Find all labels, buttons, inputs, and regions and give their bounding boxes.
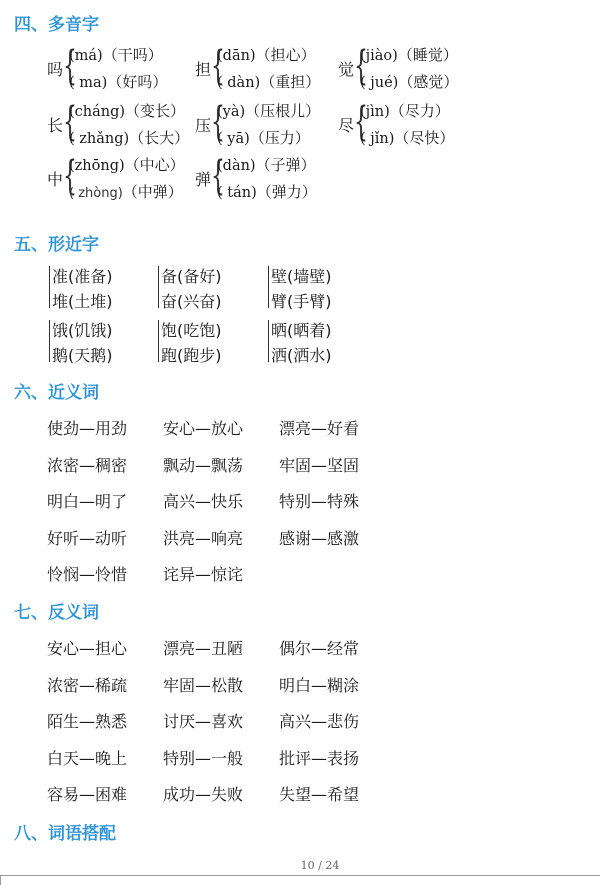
similar-char-word: 备(备好): [161, 267, 222, 286]
synonym-pair: 浓密—稠密: [47, 455, 128, 475]
antonym-pair: 讨厌—喜欢: [163, 712, 244, 731]
polyphone-char: 长: [47, 116, 64, 135]
pinyin: ( jué): [360, 75, 399, 91]
example-word: （变长）: [125, 102, 186, 120]
pinyin: ( zhǎng): [69, 131, 130, 147]
similar-char-word: 饱(吃饱): [161, 321, 222, 340]
polyphone-char: 压: [195, 116, 212, 135]
example-word: （干吗）: [102, 46, 163, 64]
polyphone-reading: [217, 44, 316, 65]
example-word: （睡觉）: [397, 46, 458, 64]
synonym-pair: 明白—明了: [47, 492, 128, 511]
example-word: （压力）: [249, 129, 310, 147]
footer-divider: [0, 875, 600, 876]
polyphone-reading: [69, 181, 183, 202]
synonym-pair: 怜悯—怜惜: [47, 565, 128, 584]
section-title-similar-chars: 五、形近字: [14, 235, 99, 255]
example-word: （子弹）: [255, 156, 316, 174]
antonym-pair: 牢固—松散: [163, 675, 244, 695]
synonym-pair: 感谢—感激: [279, 528, 360, 548]
left-brace: {: [211, 99, 225, 145]
synonym-pair: 使劲—用劲: [47, 419, 128, 438]
similar-char-word: 晒(晒着): [271, 321, 332, 340]
pinyin: (dàn): [217, 158, 256, 174]
pinyin: ( jǐn): [360, 131, 395, 147]
left-brace: {: [63, 99, 77, 145]
antonym-pair: 高兴—悲伤: [279, 712, 360, 731]
similar-char-word: 堆(土堆): [52, 292, 113, 311]
synonym-pair: 飘动—飘荡: [163, 455, 244, 475]
pinyin: (zhōng): [69, 158, 125, 174]
antonym-pair: 特别—一般: [163, 748, 244, 768]
polyphone-reading: [360, 71, 458, 92]
pinyin: (jìn): [360, 104, 390, 120]
pinyin: ( tán): [217, 185, 257, 201]
section-title-antonyms: 七、反义词: [14, 603, 99, 623]
polyphone-reading: [360, 127, 454, 148]
similar-char-word: 臂(手臂): [271, 292, 332, 311]
similar-char-word: 准(准备): [52, 267, 113, 286]
pinyin: (jiào): [360, 48, 398, 64]
left-brace: {: [63, 43, 77, 89]
pinyin: (dān): [217, 48, 256, 64]
similar-char-word: 跑(跑步): [161, 346, 222, 365]
footer-corner-mark: [0, 875, 1, 885]
antonym-pair: 安心—担心: [47, 639, 128, 658]
pinyin: (má): [69, 48, 103, 64]
example-word: （尽快）: [394, 129, 455, 147]
example-word: （尽力）: [389, 102, 450, 120]
example-word: （长大）: [129, 129, 190, 147]
polyphone-char: 担: [195, 60, 212, 79]
polyphone-char: 尽: [338, 116, 355, 135]
antonym-pair: 白天—晚上: [47, 748, 128, 768]
example-word: （重担）: [260, 73, 321, 91]
polyphone-char: 觉: [338, 60, 355, 79]
polyphone-reading: [69, 44, 163, 65]
pinyin: ( dàn): [217, 75, 261, 91]
section-title-collocations: 八、词语搭配: [14, 824, 116, 844]
left-brace: {: [354, 43, 368, 89]
example-word: （弹力）: [256, 183, 317, 201]
polyphone-reading: [69, 127, 189, 148]
antonym-pair: 成功—失败: [163, 785, 244, 804]
polyphone-reading: [69, 154, 185, 175]
example-word: （中心）: [124, 156, 185, 174]
polyphone-reading: [69, 100, 185, 121]
antonym-pair: 明白—糊涂: [279, 675, 360, 695]
similar-char-word: 奋(兴奋): [161, 292, 222, 311]
left-brace: {: [211, 153, 225, 199]
example-word: （担心）: [255, 46, 316, 64]
synonym-pair: 高兴—快乐: [163, 492, 244, 511]
left-brace: {: [63, 153, 77, 199]
pinyin: (cháng): [69, 104, 126, 120]
polyphone-char: 弹: [195, 170, 212, 189]
left-brace: {: [211, 43, 225, 89]
synonym-pair: 特别—特殊: [279, 492, 360, 511]
similar-char-word: 饿(饥饿): [52, 321, 113, 340]
polyphone-reading: [217, 154, 316, 175]
polyphone-reading: [217, 181, 317, 202]
polyphone-reading: [69, 71, 167, 92]
pinyin: (yà): [217, 104, 246, 120]
section-title-synonyms: 六、近义词: [14, 383, 99, 403]
polyphone-reading: [360, 44, 458, 65]
example-word: （好吗）: [107, 73, 168, 91]
pinyin: ( zhòng): [69, 186, 123, 201]
similar-char-word: 鹅(天鹅): [52, 346, 113, 365]
synonym-pair: 牢固—坚固: [279, 455, 360, 475]
pinyin: ( yā): [217, 131, 250, 147]
example-word: （感觉）: [398, 73, 459, 91]
synonym-pair: 漂亮—好看: [279, 419, 360, 438]
left-brace: {: [354, 99, 368, 145]
polyphone-char: 中: [47, 170, 64, 189]
section-title-polyphones: 四、多音字: [14, 15, 99, 35]
antonym-pair: 浓密—稀疏: [47, 675, 128, 695]
antonym-pair: 失望—希望: [279, 785, 360, 804]
antonym-pair: 偶尔—经常: [279, 639, 360, 658]
example-word: （压根儿）: [245, 102, 321, 120]
polyphone-reading: [217, 127, 310, 148]
synonym-pair: 洪亮—响亮: [163, 528, 244, 548]
antonym-pair: 漂亮—丑陋: [163, 639, 244, 658]
polyphone-reading: [217, 100, 320, 121]
polyphone-reading: [360, 100, 450, 121]
similar-char-word: 壁(墙壁): [271, 267, 332, 286]
polyphone-reading: [217, 71, 320, 92]
antonym-pair: 批评—表扬: [279, 748, 360, 768]
synonym-pair: 安心—放心: [163, 419, 244, 438]
pinyin: ( ma): [69, 75, 108, 91]
similar-char-word: 洒(洒水): [271, 346, 332, 365]
polyphone-char: 吗: [47, 60, 64, 79]
page-number: 10 / 24: [300, 859, 340, 872]
antonym-pair: 陌生—熟悉: [47, 712, 128, 731]
example-word: （中弹）: [122, 183, 183, 201]
synonym-pair: 诧异—惊诧: [163, 565, 244, 584]
synonym-pair: 好听—动听: [47, 528, 128, 548]
antonym-pair: 容易—困难: [47, 785, 128, 804]
